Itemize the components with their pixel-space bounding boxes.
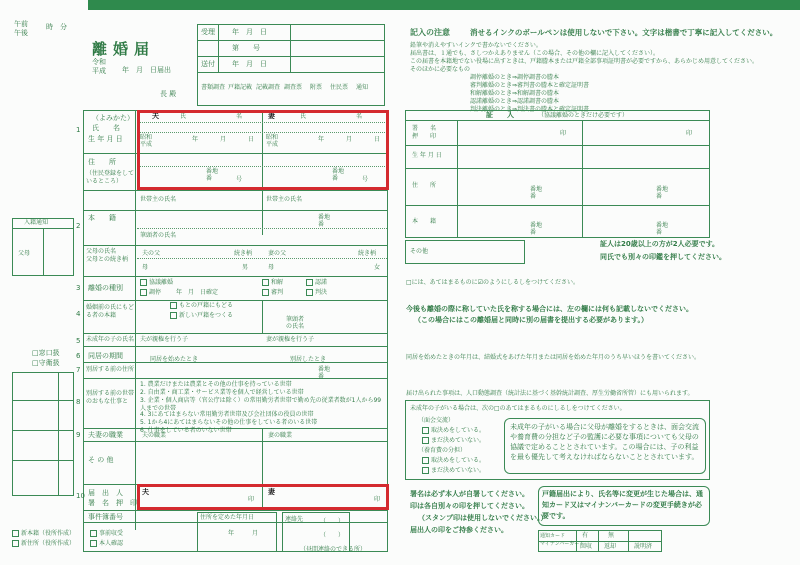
row-label-work: 別居する前の世帯のおもな仕事と: [86, 390, 135, 405]
husband-era: 昭和 平成: [140, 134, 153, 148]
form-title: 離婚届: [92, 40, 156, 58]
witness-honseki-no-1: 番地 番: [530, 222, 543, 236]
notice-lead: 消せるインクのボールペンは使用しないで下さい。文字は楷書で丁寧に記入してください。: [470, 28, 778, 37]
row-label-honseki: 本 籍: [88, 214, 116, 222]
husband-relation: 続き柄: [234, 250, 253, 257]
reception-line-5: 附票: [310, 84, 323, 91]
type-shinpan[interactable]: 審判: [262, 289, 283, 297]
reception-line-6: 住民票: [330, 84, 349, 91]
note-statistics: 届け出られた事項は、人口動態調査（統計法に基づく基幹統計調査、厚生労働省所管）にも用いられます。: [406, 390, 694, 397]
husband-mother: 母: [142, 264, 149, 271]
witness-address-label: 住 所: [412, 182, 437, 189]
notice-title: 記入の注意: [410, 28, 450, 37]
honseki-head: 筆頭者の氏名: [140, 232, 177, 239]
addressee-label: 長 殿: [160, 90, 177, 98]
row-num-7: 7: [76, 366, 81, 374]
row-num-1: 1: [76, 126, 81, 134]
witness-address-no-2: 番地 番: [656, 186, 669, 200]
top-color-bar: [88, 0, 800, 10]
cohabit-start: 同居を始めたとき: [150, 356, 199, 363]
signature-highlight: [137, 484, 389, 510]
husband-go: 号: [236, 176, 243, 183]
child-wife: 妻が親権を行う子: [266, 336, 315, 343]
footer-check-4[interactable]: 本人確認: [90, 540, 123, 548]
witness-birth-label: 生 年 月 日: [412, 152, 442, 159]
card-label: 通知カード マイナンバーカード: [540, 533, 585, 547]
wife-month: 月: [346, 136, 353, 143]
wife-go: 号: [362, 176, 369, 183]
witness-honseki-no-2: 番地 番: [656, 222, 669, 236]
note-checkbox: □には、あてはまるものに☑のようにしるしをつけてください。: [406, 279, 580, 286]
row-num-8: 8: [76, 398, 81, 406]
reception-line-1: 書類調査: [201, 84, 226, 91]
contact-phone: （ ）: [320, 518, 345, 525]
honseki-address-no: 番地 番: [318, 214, 331, 228]
wife-daughter: 女: [374, 264, 381, 271]
job-option-3[interactable]: 3. 企業・個人商店等（官公庁は除く）の常用勤労者世帯で勤め先の従業者数が1人から99人までの世帯: [140, 397, 382, 412]
row-num-5: 5: [76, 337, 81, 345]
wife-father: 妻の父: [268, 250, 287, 257]
type-hanketsu[interactable]: 判決: [306, 289, 327, 297]
note-surname: 今後も離婚の際に称していた氏を称する場合には、左の欄には何も記載しないでください。: [406, 305, 693, 313]
type-ninaku[interactable]: 認諾: [306, 279, 327, 287]
note-surname-2: （この場合にはこの離婚届と同時に別の届書を提出する必要があります。）: [414, 316, 648, 324]
husband-surname: 氏: [180, 113, 187, 120]
received-label: 受理: [201, 28, 215, 36]
husband-address-no: 番地 番: [206, 168, 219, 182]
received-no: 第 号: [232, 44, 260, 52]
sent-date: 年 月 日: [232, 60, 267, 68]
card-no: 無: [608, 532, 615, 539]
bottom-note-2: 印は各自別々の印を押してください。: [410, 502, 529, 510]
reception-line-4: 調査票: [284, 84, 303, 91]
contact-label: 連絡先: [285, 516, 304, 523]
needed-2: 審判離婚のとき⇒審判書の謄本と確定証明書: [470, 82, 590, 89]
card-collect: 回収: [580, 543, 593, 550]
job-option-1[interactable]: 1. 農業だけまたは農業とその他の仕事を持っている世帯: [140, 381, 292, 388]
wife-mother: 母: [268, 264, 275, 271]
new-koseki[interactable]: 新しい戸籍をつくる: [170, 312, 233, 320]
footer-check-3[interactable]: 事前収受: [90, 530, 123, 538]
yoiku-notdecided[interactable]: まだ決めていない。: [422, 467, 485, 475]
row-num-9: 9: [76, 431, 81, 439]
job-option-4[interactable]: 4. 3にあてはまらない常用勤労者世帯及び会社団体の役員の世帯: [140, 411, 314, 418]
bottom-note-3: （スタンプ印は使用しないでください。）: [418, 514, 548, 522]
check-table: [12, 372, 74, 496]
row-num-6: 6: [76, 352, 81, 360]
wife-relation: 続き柄: [358, 250, 377, 257]
row-label-residence: （住民登録をしているところ）: [86, 170, 135, 185]
card-return: 返却: [604, 543, 617, 550]
menkai-notdecided[interactable]: まだ決めていない。: [422, 437, 485, 445]
row-label-cohabit: 同居の期間: [88, 352, 123, 360]
job-option-5[interactable]: 5. 1から4にあてはまらないその他の仕事をしている者のいる世帯: [140, 419, 318, 426]
note-witness-seal: 同氏でも別々の印鑑を押してください。: [600, 253, 726, 261]
wife-year: 年: [318, 136, 325, 143]
row-label-signers: 届 出 人 署 名 押 印: [88, 489, 137, 507]
reception-box: [197, 24, 385, 106]
minor-menkai: （面会交流）: [418, 417, 455, 424]
type-chotei-date: 年 月 日確定: [176, 289, 219, 296]
row-label-separate-address: 別居する前の住所: [86, 366, 135, 373]
signer-wife: 妻: [268, 488, 275, 496]
needed-4: 認諾離婚のとき⇒認諾調書の謄本: [470, 98, 560, 105]
counter-options[interactable]: □窓口扱 □守衛扱: [32, 349, 60, 367]
notice-body-4: そのほかに必要なもの: [410, 66, 471, 73]
received-date: 年 月 日: [232, 28, 267, 36]
job-wife: 妻の職業: [268, 432, 293, 439]
name-birth-highlight: [137, 110, 389, 190]
witness-box: [405, 110, 710, 238]
wife-household-head: 世帯主の氏名: [266, 196, 303, 203]
row-num-3: 3: [76, 284, 81, 292]
row-label-jobs: 夫妻の職業: [88, 431, 123, 439]
row-num-2: 2: [76, 222, 81, 230]
bottom-note-4: 届出人の印をご持参ください。: [410, 526, 508, 534]
yoiku-decided[interactable]: 取決めをしている。: [422, 457, 485, 465]
card-explained: 説明済: [634, 543, 653, 550]
address-date-month: 月: [252, 530, 259, 537]
sent-label: 送付: [201, 60, 215, 68]
jiken-label: 事件簿番号: [88, 513, 123, 521]
notice-body-2: 届出書は、１通でも、さしつかえありません（この場合、その他の欄に記入してください）。: [410, 50, 660, 57]
husband-month: 月: [220, 136, 227, 143]
minor-yoiku: （養育費の分担）: [418, 447, 467, 454]
row-label-divorce-type: 離婚の種別: [88, 284, 123, 292]
return-old[interactable]: もとの戸籍にもどる: [170, 302, 233, 310]
husband-day: 日: [248, 136, 255, 143]
type-wakai[interactable]: 和解: [262, 279, 283, 287]
address-date-label: 住所を定めた年月日: [200, 514, 255, 521]
return-head: 筆頭者 の氏名: [286, 316, 305, 330]
footer-check-1[interactable]: 新本籍（役所作成）: [12, 530, 75, 538]
row-label-parents: 父母の氏名 父母との続き柄: [86, 248, 129, 263]
row-num-4: 4: [76, 310, 81, 318]
notice-body-3: この届書を本籍地でない役場に出すときは、戸籍謄本または戸籍全部事項証明書が必要ですから、あらかじめ用意してください。: [410, 58, 759, 65]
job-option-6[interactable]: 6. 仕事をしている者のいない世帯: [140, 427, 232, 434]
notice-body-1: 鉛筆や消えやすいインクで書かないでください。: [410, 42, 542, 49]
parents-label: 父母: [18, 250, 31, 257]
row-label-address: 住 所: [88, 158, 116, 166]
contact-phone-2: （ ）: [320, 532, 345, 539]
cohabit-end: 別居したとき: [290, 356, 327, 363]
separate-address-no: 番地 番: [318, 366, 331, 380]
row-label-minor: 未成年の子の氏名: [86, 336, 135, 343]
wife-seal: 印: [374, 496, 381, 503]
note-cohabit: 同居を始めたときの年月は、結婚式をあげた年月または同居を始めた年月のうち早いほうを書いてください。: [406, 354, 701, 361]
wife-surname: 氏: [300, 113, 307, 120]
wife-era: 昭和 平成: [266, 134, 279, 148]
witness-seal-2: 印: [686, 130, 693, 137]
card-yes: 有: [582, 532, 589, 539]
wife-given: 名: [356, 113, 363, 120]
menkai-decided[interactable]: 取決めをしている。: [422, 427, 485, 435]
type-chotei[interactable]: 調停: [140, 289, 161, 297]
footer-check-2[interactable]: 新住所（役所作成）: [12, 540, 75, 548]
needed-5: 判決離婚のとき⇒判決書の謄本と確定証明書: [470, 106, 590, 113]
bottom-note-1: 署名は必ず本人が自署してください。: [410, 490, 529, 498]
note-witness-age: 証人は20歳以上の方が2人必要です。: [600, 240, 720, 248]
husband-seal: 印: [248, 496, 255, 503]
husband-given: 名: [236, 113, 243, 120]
wife-header: 妻: [268, 112, 275, 120]
ampm-label: 午前 午後: [14, 20, 28, 37]
row-num-10: 10: [76, 492, 85, 500]
job-husband: 夫の職業: [142, 432, 167, 439]
child-husband: 夫が親権を行う子: [140, 336, 189, 343]
mynumber-note: 戸籍届出により、氏名等に変更が生じた場合は、通知カード又はマイナンバーカードの変更手続きが必要です。: [542, 490, 703, 520]
reception-line-3: 記載調査: [256, 84, 281, 91]
other-label: その他: [410, 248, 429, 255]
husband-header: 夫: [152, 112, 159, 120]
husband-father: 夫の父: [142, 250, 161, 257]
witness-honseki-label: 本 籍: [412, 218, 437, 225]
minor-intro: 未成年の子がいる場合は、次の□のあてはまるものにしるしをつけてください。: [410, 405, 626, 412]
minor-text: 未成年の子がいる場合に父母が離婚をするときは、面会交流や養育費の分担など子の監護に必要な事項についても父母の協議で定めることとされています。この場合には、子の利益を最も優先して考えなければならないこととされています。: [510, 423, 699, 461]
witness-title: 証 人: [486, 111, 514, 119]
filing-date-label: 年 月 日届出: [122, 66, 171, 74]
row-label-birth: 生 年 月 日: [88, 135, 123, 143]
signer-husband: 夫: [142, 488, 149, 496]
needed-3: 和解離婚のとき⇒和解調書の謄本: [470, 90, 560, 97]
witness-subtitle: （協議離婚のときだけ必要です）: [538, 112, 629, 119]
witness-address-no-1: 番地 番: [530, 186, 543, 200]
husband-son: 男: [242, 264, 249, 271]
wife-day: 日: [374, 136, 381, 143]
job-option-2[interactable]: 2. 自由業・商工業・サービス業等を個人で経営している世帯: [140, 389, 304, 396]
husband-household-head: 世帯主の氏名: [140, 196, 177, 203]
wife-address-no: 番地 番: [332, 168, 345, 182]
row-label-other: そ の 他: [88, 456, 114, 464]
type-kyogi[interactable]: 協議離婚: [140, 279, 173, 287]
row-label-return: 婚姻前の氏にもどる者の本籍: [86, 304, 135, 319]
nyusho-label: 入籍通知: [24, 219, 49, 226]
reception-line-7: 通知: [356, 84, 369, 91]
row-label-name: （よみかた） 氏 名: [92, 114, 134, 132]
witness-seal-1: 印: [560, 130, 567, 137]
reception-line-2: 戸籍記載: [228, 84, 253, 91]
time-label: 時 分: [46, 23, 67, 31]
needed-1: 調停離婚のとき⇒調停調書の謄本: [470, 74, 560, 81]
era-label: 令和 平成: [92, 58, 106, 75]
contact-note: （昼間連絡のできる所）: [300, 546, 367, 553]
husband-year: 年: [192, 136, 199, 143]
witness-sign-label: 署 名 押 印: [412, 125, 437, 140]
address-date-year: 年: [228, 530, 235, 537]
